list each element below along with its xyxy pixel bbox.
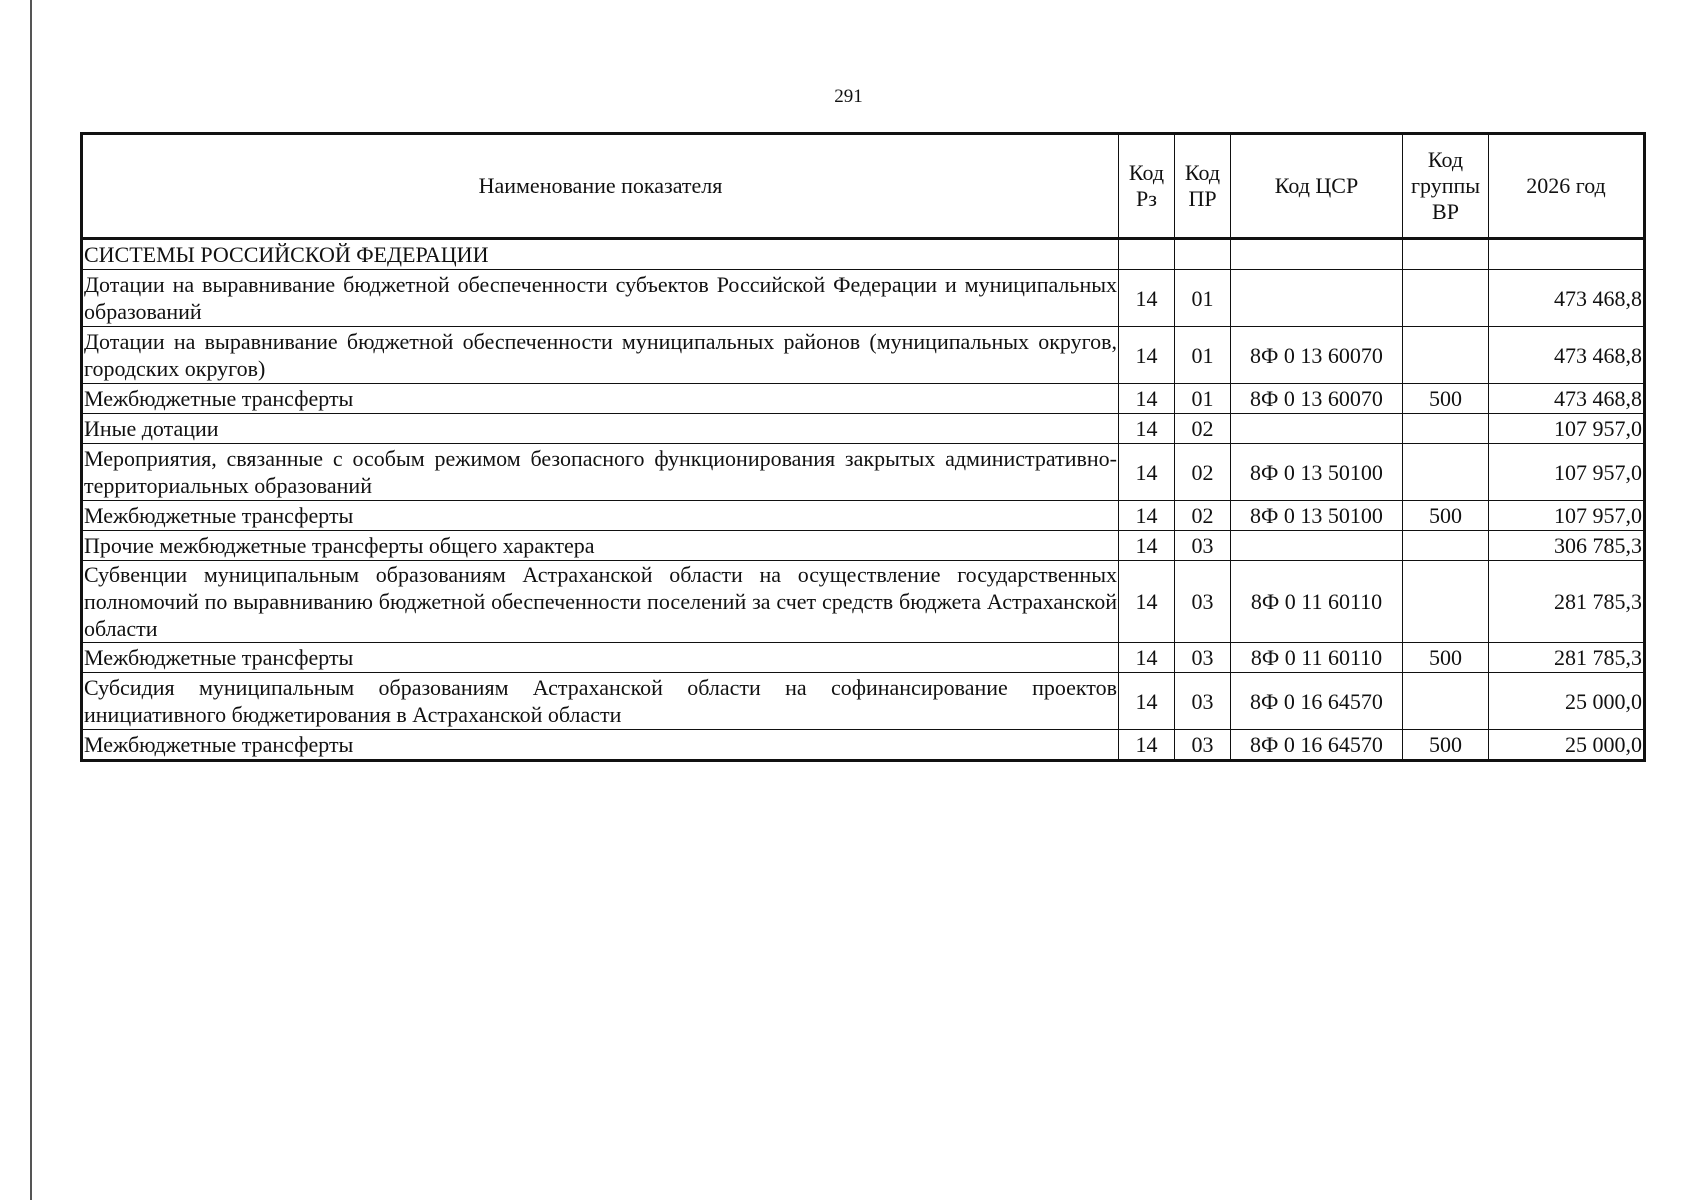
- row-pr: 01: [1175, 270, 1231, 327]
- table-row: [82, 673, 1645, 730]
- row-csr: 8Ф 0 11 60110: [1231, 643, 1403, 673]
- row-pr: 03: [1175, 643, 1231, 673]
- table-row: [82, 414, 1645, 444]
- table-row: [82, 643, 1645, 673]
- row-vr: 500: [1403, 730, 1489, 761]
- row-pr: 01: [1175, 384, 1231, 414]
- header-rz: Код Рз: [1119, 134, 1175, 239]
- row-pr: 01: [1175, 327, 1231, 384]
- row-name: Межбюджетные трансферты: [82, 643, 1119, 673]
- row-csr: [1231, 414, 1403, 444]
- table-row: [82, 730, 1645, 761]
- page-number: 291: [834, 86, 863, 107]
- row-name: Дотации на выравнивание бюджетной обеспеченности муниципальных районов (муниципальных округов, городских округов): [82, 327, 1119, 384]
- row-name: Субвенции муниципальным образованиям Астраханской области на осуществление государственных полномочий по выравниванию бюджетной обеспеченности поселений за счет средств бюджета Астраханской области: [82, 561, 1119, 643]
- row-pr: 02: [1175, 414, 1231, 444]
- row-vr: [1403, 327, 1489, 384]
- row-amount: 306 785,3: [1489, 531, 1645, 561]
- row-name: Межбюджетные трансферты: [82, 384, 1119, 414]
- table-row: [82, 561, 1645, 643]
- row-rz: 14: [1119, 414, 1175, 444]
- row-vr: [1403, 239, 1489, 270]
- row-csr: 8Ф 0 13 60070: [1231, 327, 1403, 384]
- row-amount: 25 000,0: [1489, 673, 1645, 730]
- table-row: [82, 531, 1645, 561]
- row-csr: 8Ф 0 11 60110: [1231, 561, 1403, 643]
- row-csr: [1231, 531, 1403, 561]
- row-csr: 8Ф 0 13 50100: [1231, 444, 1403, 501]
- row-vr: 500: [1403, 643, 1489, 673]
- row-csr: [1231, 239, 1403, 270]
- table-row: [82, 327, 1645, 384]
- row-rz: [1119, 239, 1175, 270]
- row-name: Мероприятия, связанные с особым режимом безопасного функционирования закрытых административно-территориальных образований: [82, 444, 1119, 501]
- row-vr: [1403, 444, 1489, 501]
- row-amount: 25 000,0: [1489, 730, 1645, 761]
- row-amount: 473 468,8: [1489, 327, 1645, 384]
- row-amount: 107 957,0: [1489, 444, 1645, 501]
- row-rz: 14: [1119, 531, 1175, 561]
- row-name: Прочие межбюджетные трансферты общего характера: [82, 531, 1119, 561]
- row-rz: 14: [1119, 270, 1175, 327]
- row-rz: 14: [1119, 643, 1175, 673]
- row-rz: 14: [1119, 384, 1175, 414]
- row-name: Субсидия муниципальным образованиям Астраханской области на софинансирование проектов инициативного бюджетирования в Астраханской области: [82, 673, 1119, 730]
- header-name: Наименование показателя: [82, 134, 1119, 239]
- row-vr: [1403, 531, 1489, 561]
- row-pr: 02: [1175, 444, 1231, 501]
- header-vr: Код группы ВР: [1403, 134, 1489, 239]
- row-amount: 473 468,8: [1489, 384, 1645, 414]
- row-pr: 02: [1175, 501, 1231, 531]
- row-name: Дотации на выравнивание бюджетной обеспеченности субъектов Российской Федерации и муниципальных образований: [82, 270, 1119, 327]
- row-pr: [1175, 239, 1231, 270]
- row-pr: 03: [1175, 531, 1231, 561]
- row-name: СИСТЕМЫ РОССИЙСКОЙ ФЕДЕРАЦИИ: [82, 239, 1119, 270]
- row-name: Межбюджетные трансферты: [82, 730, 1119, 761]
- header-year: 2026 год: [1489, 134, 1645, 239]
- budget-table: [80, 132, 1646, 762]
- row-pr: 03: [1175, 730, 1231, 761]
- row-csr: 8Ф 0 13 60070: [1231, 384, 1403, 414]
- table-row: [82, 501, 1645, 531]
- row-rz: 14: [1119, 730, 1175, 761]
- table-row: [82, 384, 1645, 414]
- table-row: [82, 239, 1645, 270]
- row-rz: 14: [1119, 561, 1175, 643]
- row-amount: 473 468,8: [1489, 270, 1645, 327]
- table-header-row: [82, 134, 1645, 239]
- row-csr: 8Ф 0 13 50100: [1231, 501, 1403, 531]
- table-row: [82, 270, 1645, 327]
- row-vr: [1403, 673, 1489, 730]
- row-rz: 14: [1119, 501, 1175, 531]
- row-vr: [1403, 270, 1489, 327]
- row-amount: 281 785,3: [1489, 643, 1645, 673]
- table-row: [82, 444, 1645, 501]
- row-vr: 500: [1403, 384, 1489, 414]
- row-vr: 500: [1403, 501, 1489, 531]
- header-pr: Код ПР: [1175, 134, 1231, 239]
- row-amount: 107 957,0: [1489, 501, 1645, 531]
- row-csr: 8Ф 0 16 64570: [1231, 730, 1403, 761]
- row-rz: 14: [1119, 327, 1175, 384]
- row-rz: 14: [1119, 673, 1175, 730]
- row-name: Межбюджетные трансферты: [82, 501, 1119, 531]
- row-amount: 107 957,0: [1489, 414, 1645, 444]
- row-csr: 8Ф 0 16 64570: [1231, 673, 1403, 730]
- scan-edge-line: [30, 0, 32, 1200]
- row-csr: [1231, 270, 1403, 327]
- row-amount: 281 785,3: [1489, 561, 1645, 643]
- row-rz: 14: [1119, 444, 1175, 501]
- row-pr: 03: [1175, 561, 1231, 643]
- row-pr: 03: [1175, 673, 1231, 730]
- row-vr: [1403, 414, 1489, 444]
- row-amount: [1489, 239, 1645, 270]
- row-vr: [1403, 561, 1489, 643]
- header-csr: Код ЦСР: [1231, 134, 1403, 239]
- row-name: Иные дотации: [82, 414, 1119, 444]
